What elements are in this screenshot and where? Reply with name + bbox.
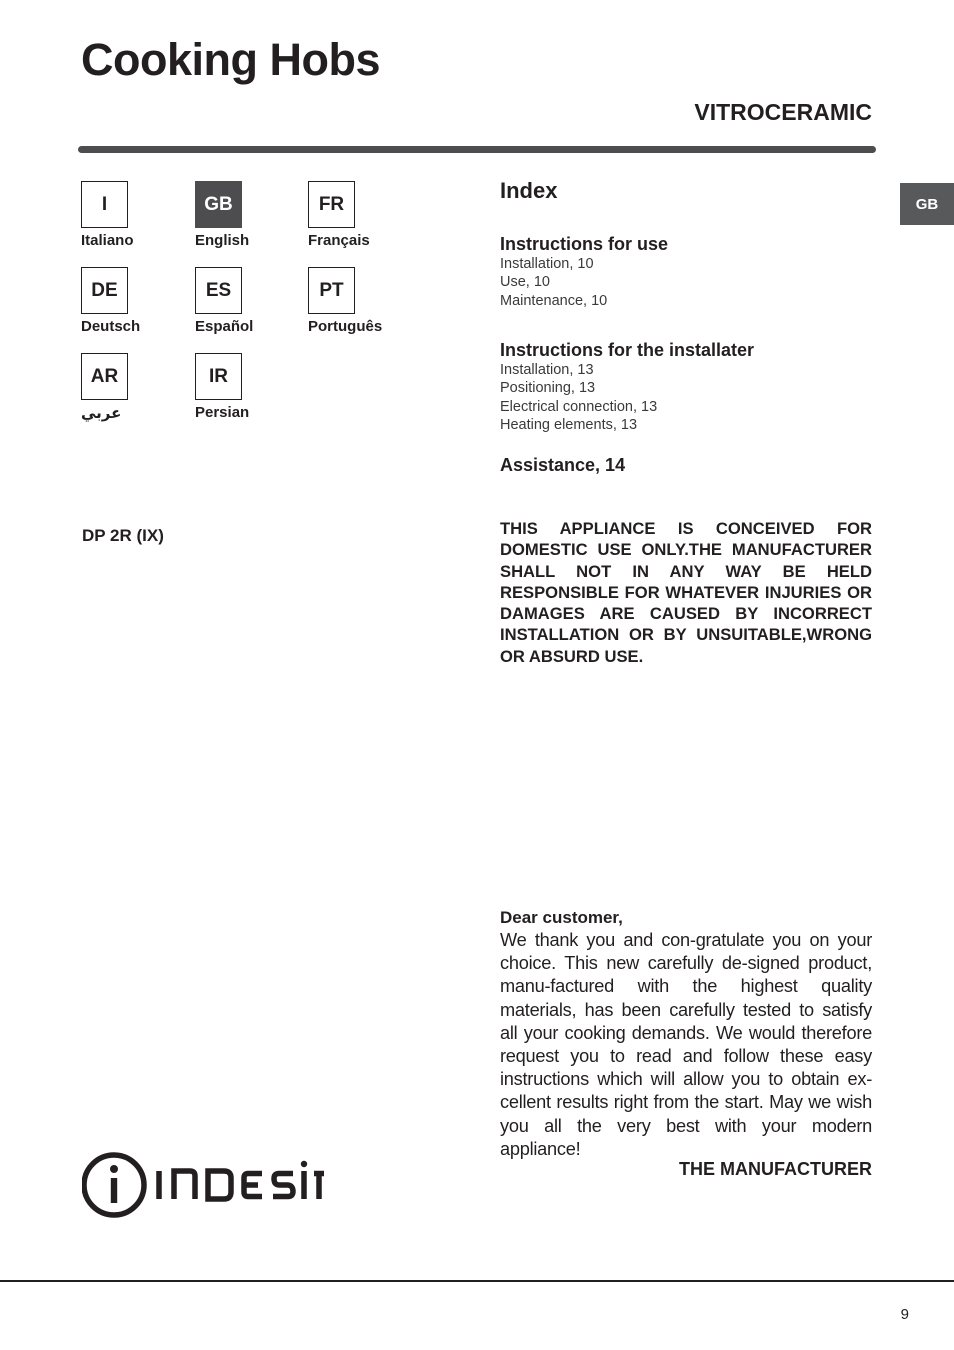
index-item[interactable]: Heating elements, 13 [500, 416, 638, 433]
footer-divider [0, 1280, 954, 1282]
language-side-tab: GB [900, 183, 954, 225]
letter-body: We thank you and con-gratulate you on your choice. This new carefully de-signed product, manu-factured with the highest quality materials, has been carefully tested to satisfy all your cooking demands. We would therefore request you to read and follow these easy instructions which will allow you to obtain ex-cellent results right from the start. May we wish you all the very best with your modern appliance! [500, 930, 872, 1159]
index-section-title[interactable]: Assistance, 14 [500, 455, 626, 475]
letter-signoff: THE MANUFACTURER [679, 1159, 872, 1179]
language-name: Português [308, 318, 383, 335]
index-item[interactable]: Use, 10 [500, 274, 550, 291]
index-item[interactable]: Electrical connection, 13 [500, 398, 658, 415]
indesit-logo [82, 1150, 324, 1220]
model-number: DP 2R (IX) [82, 526, 164, 545]
index-item[interactable]: Positioning, 13 [500, 380, 596, 397]
language-deutsch[interactable] [81, 267, 191, 335]
index-section-assistance [500, 455, 872, 476]
language-code-box: FR [308, 181, 355, 228]
letter-greeting: Dear customer, [500, 908, 623, 927]
language-name: Persian [195, 404, 250, 421]
index-item[interactable]: Installation, 10 [500, 256, 594, 272]
language-name: Español [195, 318, 254, 335]
language-name: عربي [81, 405, 122, 422]
language-francais[interactable] [308, 181, 418, 249]
index-item[interactable]: Maintenance, 10 [500, 292, 608, 309]
index-heading: Index [500, 178, 558, 203]
language-code-box: ES [195, 267, 242, 314]
page-title: Cooking Hobs [81, 34, 380, 85]
language-code-box: AR [81, 353, 128, 400]
language-persian[interactable] [195, 353, 305, 421]
language-code-box: IR [195, 353, 242, 400]
index-section-use [500, 234, 872, 310]
language-code-box: DE [81, 267, 128, 314]
language-name: Deutsch [81, 318, 141, 335]
index-item[interactable]: Installation, 13 [500, 362, 594, 378]
language-arabic[interactable] [81, 353, 191, 422]
language-espanol[interactable] [195, 267, 305, 335]
language-italiano[interactable] [81, 181, 191, 249]
language-name: English [195, 232, 250, 249]
language-name: Italiano [81, 232, 134, 249]
safety-warning: THIS APPLIANCE IS CONCEIVED FOR DOMESTIC USE ONLY.THE MANUFACTURER SHALL NOT IN ANY WAY BE HELD RESPONSIBLE FOR WHATEVER INJURIES OR DAMAGES ARE CAUSED BY INCORRECT INSTALLATION OR BY UNSUITABLE,WRONG OR ABSURD USE. [500, 519, 872, 666]
index-section-installer [500, 340, 872, 434]
page-subtitle: VITROCERAMIC [694, 99, 872, 125]
language-code-box: GB [195, 181, 242, 228]
customer-letter [500, 906, 872, 1161]
language-code-box: PT [308, 267, 355, 314]
page-number: 9 [900, 1306, 909, 1323]
header-divider [78, 146, 876, 153]
index-section-title[interactable]: Instructions for use [500, 234, 669, 254]
language-name: Français [308, 232, 370, 249]
language-portugues[interactable] [308, 267, 418, 335]
index-section-title[interactable]: Instructions for the installater [500, 340, 755, 360]
language-code-box: I [81, 181, 128, 228]
language-english[interactable] [195, 181, 305, 249]
